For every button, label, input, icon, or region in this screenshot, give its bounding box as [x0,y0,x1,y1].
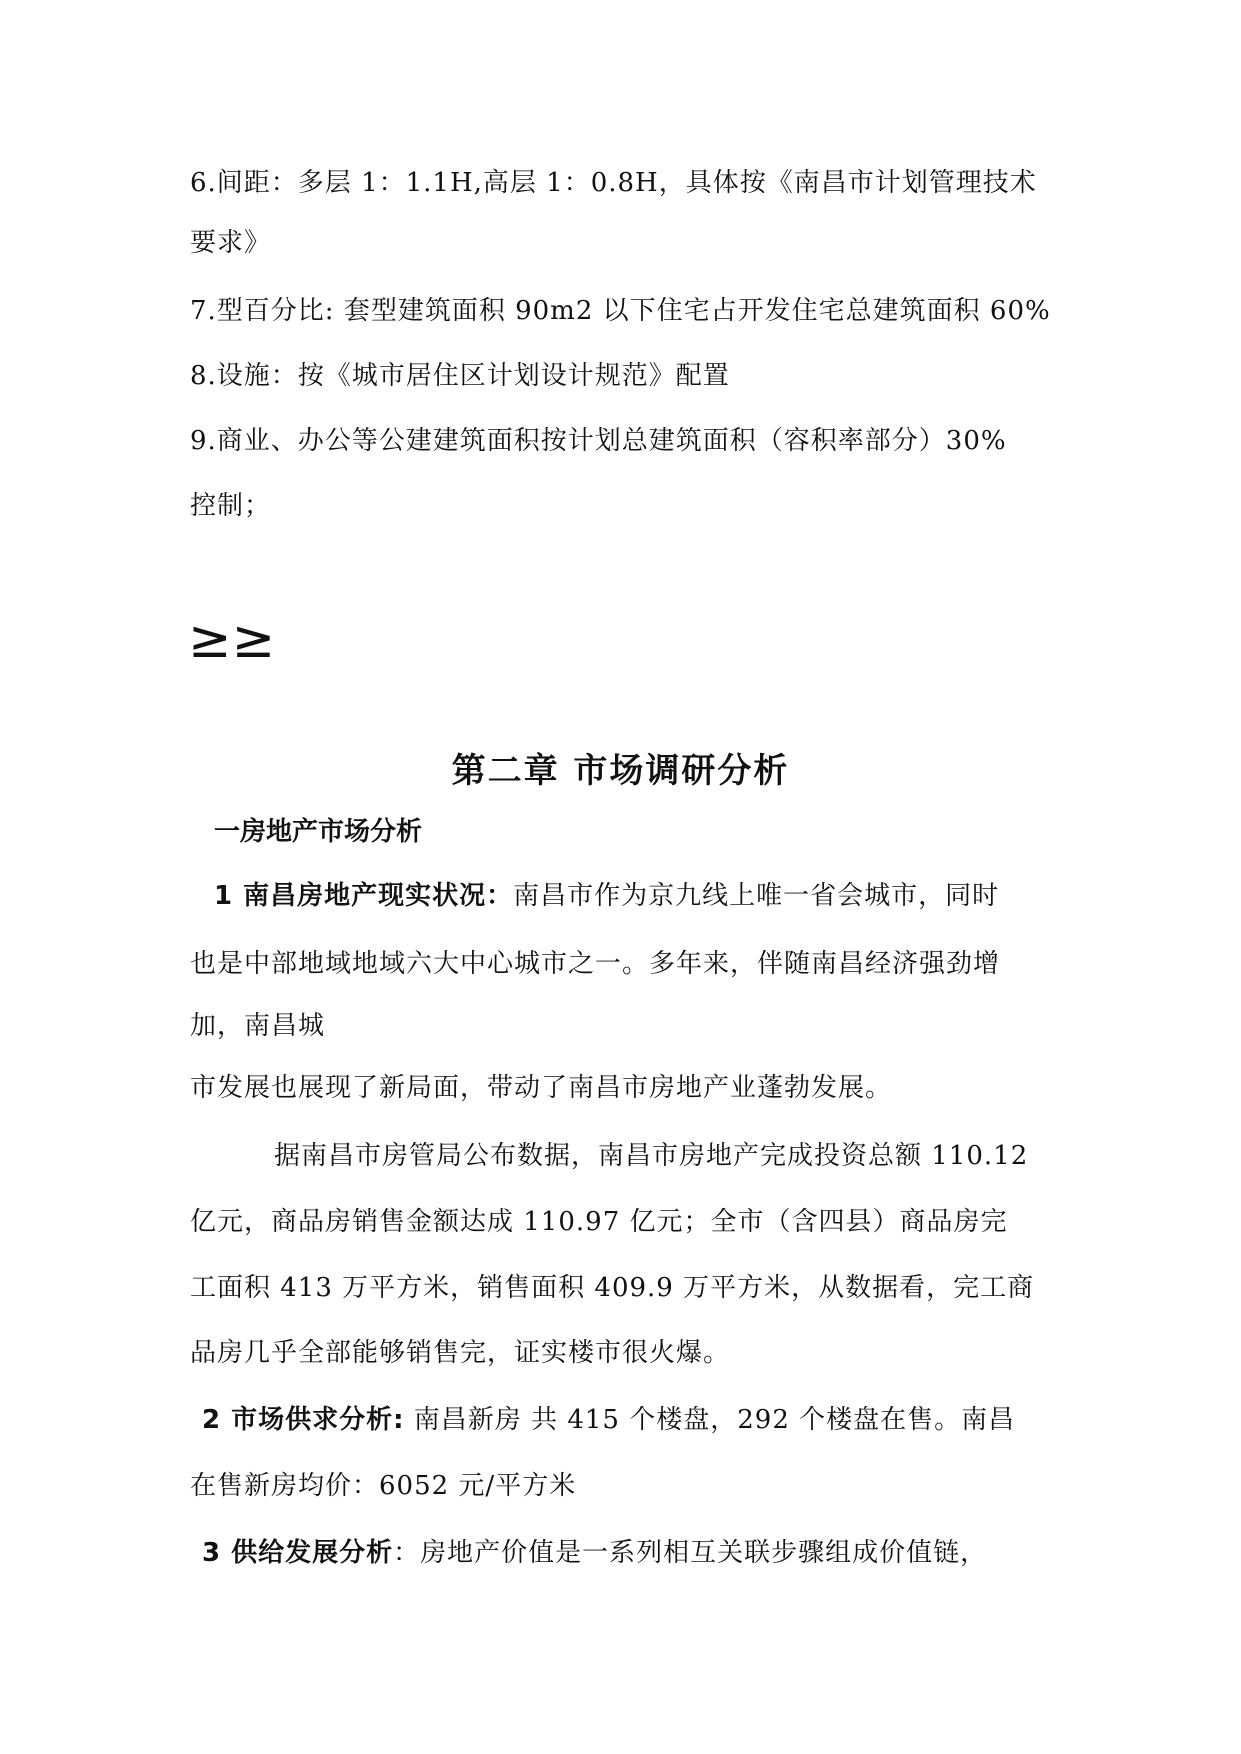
para-1-line-2: 也是中部地域地域六大中心城市之一。多年来，伴随南昌经济强劲增 [190,949,1001,979]
para-4-line-1 [202,1533,1060,1573]
chapter-title: 第二章 市场调研分析 [451,751,790,791]
item-6-line-2: 要求》 [190,228,272,258]
para-3-heading: 2 市场供求分析: [202,1405,405,1435]
item-7: 7.型百分比: 套型建筑面积 90m2 以下住宅占开发住宅总建筑面积 60% [190,296,1051,326]
item-9-line-2: 控制； [190,491,272,521]
item-6-line-1: 6.间距：多层 1：1.1H,高层 1：0.8H，具体按《南昌市计划管理技术 [190,168,1037,198]
para-3-line-1-text: 南昌新房 共 415 个楼盘，292 个楼盘在售。南昌 [404,1405,1016,1435]
item-8: 8.设施：按《城市居住区计划设计规范》配置 [190,361,730,391]
para-2-line-2: 亿元，商品房销售金额达成 110.97 亿元；全市（含四县）商品房完 [190,1207,1008,1237]
para-1-line-1-text: 南昌市作为京九线上唯一省会城市，同时 [513,881,1000,911]
section-title: 一房地产市场分析 [214,817,423,847]
para-1-heading: 1 南昌房地产现实状况： [214,881,514,911]
para-4-line-1-text: ：房地产价值是一系列相互关联步骤组成价值链， [393,1538,988,1568]
para-4-heading: 3 供给发展分析 [202,1538,394,1568]
para-2-line-4: 品房几乎全部能够销售完，证实楼市很火爆。 [190,1338,731,1368]
para-2-line-3: 工面积 413 万平方米，销售面积 409.9 万平方米，从数据看，完工商 [190,1273,1035,1303]
para-2-line-1: 据南昌市房管局公布数据，南昌市房地产完成投资总额 110.12 [274,1141,1029,1171]
para-1-line-3: 加，南昌城 [190,1011,326,1041]
para-3-line-2: 在售新房均价：6052 元/平方米 [190,1471,577,1501]
item-9-line-1: 9.商业、办公等公建建筑面积按计划总建筑面积（容积率部分）30% [190,426,1007,456]
separator-symbol: ≥≥ [188,610,276,670]
para-3-line-1 [202,1400,1060,1440]
para-1-line-4: 市发展也展现了新局面，带动了南昌市房地产业蓬勃发展。 [190,1073,893,1103]
para-1-line-1 [214,876,1060,916]
